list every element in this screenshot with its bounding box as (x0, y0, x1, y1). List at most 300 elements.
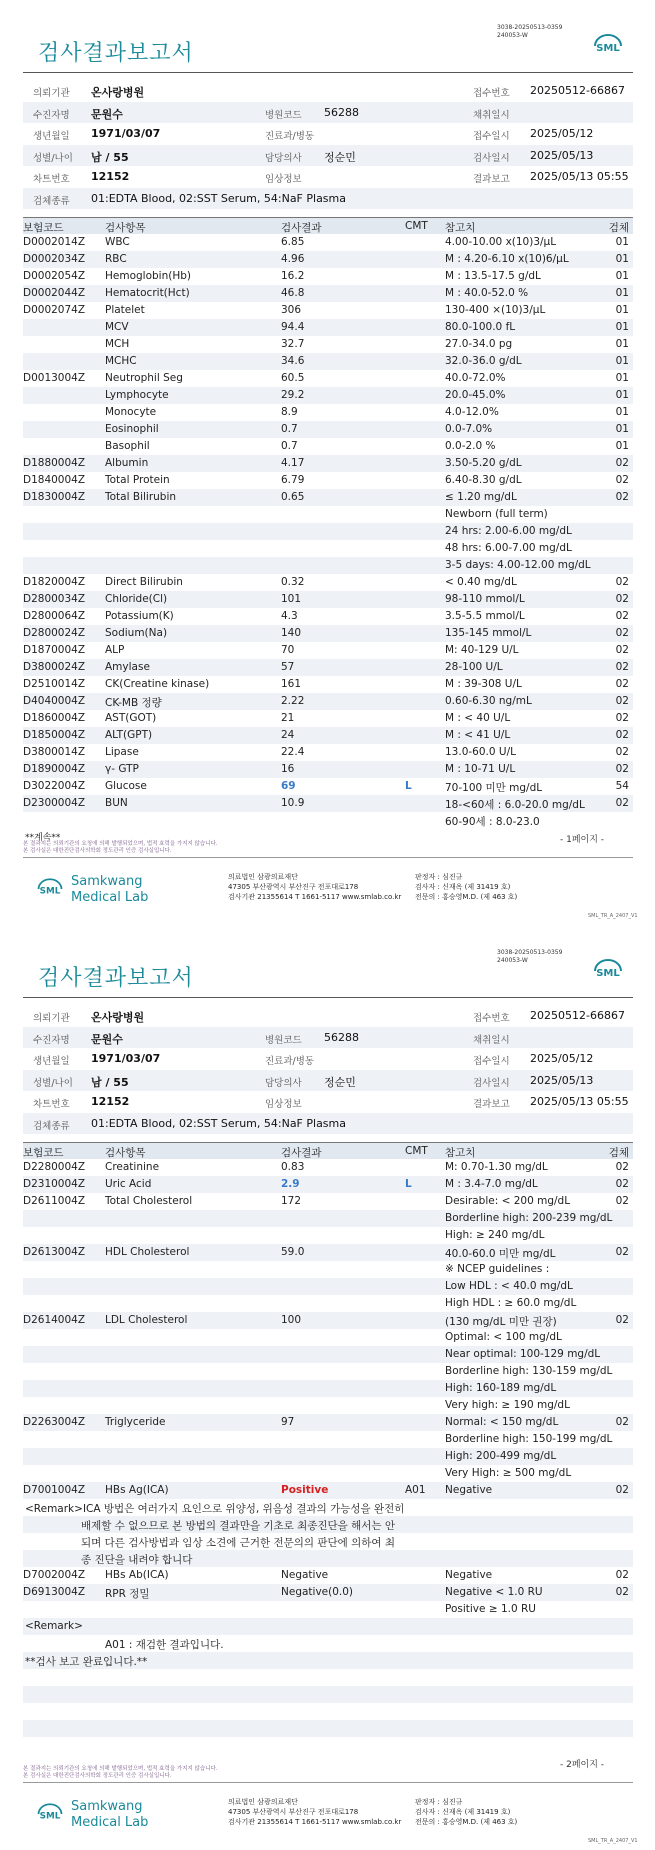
remark-text: 되며 다른 검사방법과 임상 소견에 근거한 전문의의 판단에 의하여 최 (81, 1537, 396, 1549)
row-value: 94.4 (281, 321, 305, 333)
sml-logo-icon (591, 957, 625, 985)
row-ref: M : < 40 U/L (445, 712, 511, 724)
row-value: 21 (281, 712, 295, 724)
row-name: γ- GTP (105, 763, 139, 775)
table-row (23, 1618, 633, 1635)
row-name: Lipase (105, 746, 139, 758)
table-row (23, 421, 633, 438)
table-row (23, 523, 633, 540)
samkwang-logo (35, 870, 175, 910)
col-cmt: CMT (405, 220, 428, 232)
table-row (23, 591, 633, 608)
info-row (23, 1113, 633, 1135)
brand-line-1: Samkwang (71, 1799, 143, 1814)
row-name: Eosinophil (105, 423, 159, 435)
reporter: 판정자 : 심진규 (415, 1798, 463, 1806)
receive-date-value: 2025/05/12 (530, 127, 594, 140)
table-row (23, 1227, 633, 1244)
row-name: Neutrophil Seg (105, 372, 183, 384)
table-row (23, 608, 633, 625)
row-code: D0002074Z (23, 304, 86, 316)
institution-label: 의뢰기관 (33, 88, 70, 99)
row-spec: 01 (615, 270, 629, 282)
row-name: Platelet (105, 304, 145, 316)
row-ref: 0.0-7.0% (445, 423, 493, 435)
table-row (23, 387, 633, 404)
specimen-type-label: 검체종류 (33, 1120, 70, 1132)
header-divider (23, 997, 633, 998)
form-version: SML_TR_A_2407_V1 (588, 1838, 638, 1844)
row-name: Total Cholesterol (105, 1195, 193, 1207)
report-date-label: 결과보고 (473, 174, 510, 185)
birth-value: 1971/03/07 (91, 127, 161, 140)
table-row (23, 234, 633, 251)
col-code: 보험코드 (23, 222, 64, 234)
row-ref: High: 200-499 mg/dL (445, 1450, 557, 1462)
report-title: 검사결과보고서 (38, 966, 194, 991)
recipient-label: 수진자명 (33, 109, 70, 121)
table-row (23, 1261, 633, 1278)
svg-text:SML: SML (596, 43, 620, 54)
table-row (23, 1584, 633, 1601)
info-row (23, 145, 633, 167)
row-value: 29.2 (281, 389, 305, 401)
row-ref: ※ NCEP guidelines : (445, 1263, 550, 1275)
sample-no-value: 20250512-66867 (530, 1009, 625, 1022)
row-value: 6.79 (281, 474, 305, 486)
footer-signatures (415, 872, 517, 902)
institution-label: 의뢰기관 (33, 1013, 70, 1024)
sample-no-value: 20250512-66867 (530, 84, 625, 97)
row-value: Negative(0.0) (281, 1586, 354, 1598)
row-spec: 02 (615, 1416, 629, 1428)
table-row (23, 761, 633, 778)
row-name: Total Protein (105, 474, 170, 486)
collect-date-label: 채취일시 (473, 109, 510, 121)
row-code: D2280004Z (23, 1161, 86, 1173)
row-ref: Positive ≥ 1.0 RU (445, 1603, 536, 1615)
row-code: D0002054Z (23, 270, 86, 282)
table-row (23, 1669, 633, 1686)
results-header (23, 217, 633, 234)
chart-no-value: 12152 (91, 170, 130, 183)
row-spec: 01 (615, 389, 629, 401)
contact: 검사기관 21355614 T 1661-5117 www.smlab.co.kr (228, 1818, 402, 1826)
row-code: D1890004Z (23, 763, 86, 775)
birth-label: 생년월일 (33, 131, 70, 142)
row-value: 0.7 (281, 440, 298, 452)
table-row (23, 455, 633, 472)
row-ref: Borderline high: 130-159 mg/dL (445, 1365, 613, 1377)
row-code: D3022004Z (23, 780, 86, 792)
legal-notice: 본 결과지는 의뢰기관의 요청에 의해 발행되었으며, 법적 효력을 가지지 않습니다. 본 검사실은 대한진단검사의학회 정도관리 인증 검사실입니다. (23, 841, 218, 854)
row-spec: 02 (615, 695, 629, 707)
doctor-value: 정순민 (324, 150, 356, 164)
row-spec: 02 (615, 491, 629, 503)
row-spec: 01 (615, 440, 629, 452)
row-spec: 02 (615, 1586, 629, 1598)
table-row (23, 1499, 633, 1516)
collect-date-label: 채취일시 (473, 1034, 510, 1046)
row-name: MCH (105, 338, 130, 350)
patient-name: 문원수 (91, 107, 123, 121)
sml-logo-icon (591, 32, 625, 60)
org-name: 의료법인 삼광의료재단 (228, 873, 298, 881)
row-value: 4.3 (281, 610, 298, 622)
row-spec: 01 (615, 423, 629, 435)
row-spec: 02 (615, 1161, 629, 1173)
row-ref: (130 mg/dL 미만 권장) (445, 1316, 557, 1328)
row-value: 32.7 (281, 338, 305, 350)
row-name: HBs Ag(ICA) (105, 1484, 169, 1496)
report-date-value: 2025/05/13 05:55 (530, 1095, 629, 1108)
report-date-value: 2025/05/13 05:55 (530, 170, 629, 183)
table-row (23, 353, 633, 370)
table-row (23, 1550, 633, 1567)
table-row (23, 1397, 633, 1414)
row-spec: 02 (615, 644, 629, 656)
info-row (23, 1005, 633, 1027)
row-value: 8.9 (281, 406, 298, 418)
row-name: CK(Creatine kinase) (105, 678, 210, 690)
row-code: D2510014Z (23, 678, 86, 690)
row-spec: 02 (615, 678, 629, 690)
row-name: ALP (105, 644, 125, 656)
row-code: D2614004Z (23, 1314, 86, 1326)
row-code: D1820004Z (23, 576, 86, 588)
row-name: AST(GOT) (105, 712, 157, 724)
row-name: Total Bilirubin (105, 491, 177, 503)
row-name: Direct Bilirubin (105, 576, 183, 588)
row-code: D2800024Z (23, 627, 86, 639)
row-code: D0002034Z (23, 253, 86, 265)
row-cmt: L (405, 1178, 412, 1190)
col-spec: 검체 (608, 1147, 629, 1159)
row-ref: Low HDL : < 40.0 mg/dL (445, 1280, 573, 1292)
table-row (23, 1516, 633, 1533)
row-name: Uric Acid (105, 1178, 152, 1190)
recipient-label: 수진자명 (33, 1034, 70, 1046)
table-row (23, 1363, 633, 1380)
birth-label: 생년월일 (33, 1056, 70, 1067)
row-spec: 02 (615, 457, 629, 469)
table-row (23, 778, 633, 795)
row-ref: 0.60-6.30 ng/mL (445, 695, 532, 707)
row-ref: M : 40.0-52.0 % (445, 287, 529, 299)
table-row (23, 1159, 633, 1176)
report-page-2 (0, 925, 655, 1850)
test-date-value: 2025/05/13 (530, 148, 594, 162)
row-value: 2.9 (281, 1178, 300, 1190)
row-ref: Newborn (full term) (445, 508, 548, 520)
row-value: 59.0 (281, 1246, 305, 1258)
brand-line-2: Medical Lab (71, 890, 149, 905)
row-name: HDL Cholesterol (105, 1246, 190, 1258)
col-code: 보험코드 (23, 1147, 64, 1159)
sml-footer-logo-icon (35, 1801, 65, 1827)
row-ref: ≤ 1.20 mg/dL (445, 491, 517, 503)
row-value: 140 (281, 627, 302, 639)
row-ref: 80.0-100.0 fL (445, 321, 516, 333)
org-name: 의료법인 삼광의료재단 (228, 1798, 298, 1806)
clinical-label: 임상정보 (265, 174, 302, 185)
row-value: 161 (281, 678, 302, 690)
test-date-label: 검사일시 (473, 152, 510, 164)
row-name: LDL Cholesterol (105, 1314, 188, 1326)
row-name: Hemoglobin(Hb) (105, 270, 192, 282)
remark-text: <Remark> (25, 1620, 83, 1632)
sex-age-value: 남 / 55 (91, 150, 129, 164)
row-value: 69 (281, 780, 296, 792)
receive-date-label: 접수일시 (473, 1056, 510, 1067)
col-spec: 검체 (608, 222, 629, 234)
row-ref: < 0.40 mg/dL (445, 576, 517, 588)
row-ref: M : 39-308 U/L (445, 678, 522, 690)
row-spec: 02 (615, 746, 629, 758)
report-date-label: 결과보고 (473, 1099, 510, 1110)
footer-address (228, 1797, 401, 1827)
svg-text:SML: SML (39, 1811, 61, 1822)
row-cmt: L (405, 780, 412, 792)
row-spec: 01 (615, 287, 629, 299)
table-row (23, 1346, 633, 1363)
row-code: D7002004Z (23, 1569, 86, 1581)
row-spec: 02 (615, 1484, 629, 1496)
row-ref: 18-<60세 : 6.0-20.0 mg/dL (445, 799, 585, 811)
table-row (23, 693, 633, 710)
row-code: D2800064Z (23, 610, 86, 622)
row-value: 6.85 (281, 236, 305, 248)
row-spec: 02 (615, 1569, 629, 1581)
row-code: D2263004Z (23, 1416, 86, 1428)
row-code: D1850004Z (23, 729, 86, 741)
row-code: D1840004Z (23, 474, 86, 486)
specimen-type-value: 01:EDTA Blood, 02:SST Serum, 54:NaF Plasma (91, 191, 346, 205)
row-ref: Near optimal: 100-129 mg/dL (445, 1348, 601, 1360)
row-code: D2300004Z (23, 797, 86, 809)
table-row (23, 574, 633, 591)
table-row (23, 336, 633, 353)
receive-date-value: 2025/05/12 (530, 1052, 594, 1065)
info-row (23, 166, 633, 188)
row-value: 2.22 (281, 695, 305, 707)
test-date-label: 검사일시 (473, 1077, 510, 1089)
row-ref: 40.0-60.0 미만 mg/dL (445, 1248, 556, 1260)
document-code: 3038-20250513-0359 240053-W (497, 24, 563, 39)
sex-age-value: 남 / 55 (91, 1075, 129, 1089)
table-row (23, 472, 633, 489)
row-value: 0.7 (281, 423, 298, 435)
row-ref: Normal: < 150 mg/dL (445, 1416, 559, 1428)
row-spec: 01 (615, 253, 629, 265)
row-spec: 01 (615, 304, 629, 316)
row-value: 16 (281, 763, 295, 775)
chart-no-label: 차트번호 (33, 174, 70, 185)
specimen-type-value: 01:EDTA Blood, 02:SST Serum, 54:NaF Plasma (91, 1116, 346, 1130)
hospital-code-value: 56288 (324, 105, 359, 119)
row-ref: 60-90세 : 8.0-23.0 (445, 816, 540, 828)
row-code: D1880004Z (23, 457, 86, 469)
row-ref: Optimal: < 100 mg/dL (445, 1331, 562, 1343)
col-ref: 참고치 (445, 1147, 476, 1159)
birth-value: 1971/03/07 (91, 1052, 161, 1065)
sex-age-label: 성별/나이 (33, 1077, 73, 1089)
row-ref: M : 10-71 U/L (445, 763, 516, 775)
row-value: 16.2 (281, 270, 305, 282)
form-version: SML_TR_A_2407_V1 (588, 913, 638, 919)
row-code: D2611004Z (23, 1195, 86, 1207)
row-ref: 48 hrs: 6.00-7.00 mg/dL (445, 542, 572, 554)
row-name: RBC (105, 253, 127, 265)
table-row (23, 319, 633, 336)
chart-no-value: 12152 (91, 1095, 130, 1108)
svg-text:SML: SML (596, 968, 620, 979)
table-row (23, 1448, 633, 1465)
col-ref: 참고치 (445, 222, 476, 234)
row-value: 0.32 (281, 576, 305, 588)
table-row (23, 268, 633, 285)
row-ref: 6.40-8.30 g/dL (445, 474, 522, 486)
page-number: - 2페이지 - (560, 1760, 605, 1770)
table-row (23, 1533, 633, 1550)
row-name: Sodium(Na) (105, 627, 168, 639)
row-spec: 02 (615, 610, 629, 622)
hospital-code-label: 병원코드 (265, 109, 302, 121)
row-name: BUN (105, 797, 128, 809)
brand-line-2: Medical Lab (71, 1815, 149, 1830)
row-ref: Borderline high: 200-239 mg/dL (445, 1212, 613, 1224)
row-name: ALT(GPT) (105, 729, 153, 741)
footer-divider (23, 1782, 633, 1783)
row-ref: Negative (445, 1484, 493, 1496)
table-row (23, 370, 633, 387)
document-code: 3038-20250513-0359 240053-W (497, 949, 563, 964)
remark-text: 배제할 수 없으므로 본 방법의 결과만을 기초로 최종진단을 해서는 안 (81, 1520, 396, 1532)
row-ref: Borderline high: 150-199 mg/dL (445, 1433, 613, 1445)
row-name: Glucose (105, 780, 147, 792)
row-code: D0013004Z (23, 372, 86, 384)
table-row (23, 795, 633, 812)
dept-label: 진료과/병동 (265, 1056, 315, 1067)
receive-date-label: 접수일시 (473, 131, 510, 142)
remark-text: **검사 보고 완료입니다.** (25, 1656, 148, 1668)
row-name: Potassium(K) (105, 610, 174, 622)
table-row (23, 1567, 633, 1584)
row-ref: 0.0-2.0 % (445, 440, 496, 452)
row-name: Monocyte (105, 406, 157, 418)
table-row (23, 557, 633, 574)
row-value: 100 (281, 1314, 302, 1326)
table-row (23, 438, 633, 455)
row-ref: M : 3.4-7.0 mg/dL (445, 1178, 538, 1190)
row-value: 101 (281, 593, 302, 605)
row-spec: 01 (615, 406, 629, 418)
page-number: - 1페이지 - (560, 835, 605, 845)
address: 47305 부산광역시 부산진구 전포대로178 (228, 1808, 359, 1816)
col-cmt: CMT (405, 1145, 428, 1157)
sample-no-label: 접수번호 (473, 88, 510, 99)
row-spec: 02 (615, 1195, 629, 1207)
row-ref: 20.0-45.0% (445, 389, 506, 401)
row-name: MCV (105, 321, 129, 333)
row-ref: M : < 41 U/L (445, 729, 511, 741)
row-name: Amylase (105, 661, 150, 673)
table-row (23, 727, 633, 744)
table-row (23, 659, 633, 676)
sex-age-label: 성별/나이 (33, 152, 73, 164)
row-ref: 4.0-12.0% (445, 406, 499, 418)
row-value: 46.8 (281, 287, 305, 299)
hospital-code-value: 56288 (324, 1030, 359, 1044)
sample-no-label: 접수번호 (473, 1013, 510, 1024)
info-row (23, 80, 633, 102)
row-ref: M : 4.20-6.10 x(10)6/μL (445, 253, 569, 265)
row-name: Hematocrit(Hct) (105, 287, 190, 299)
row-value: 10.9 (281, 797, 305, 809)
test-date-value: 2025/05/13 (530, 1073, 594, 1087)
remark-text: 종 진단을 내려야 합니다 (81, 1554, 193, 1566)
row-ref: High HDL : ≥ 60.0 mg/dL (445, 1297, 577, 1309)
row-spec: 02 (615, 593, 629, 605)
row-name: CK-MB 정량 (105, 697, 162, 709)
tester: 검사자 : 신재옥 (제 31419 호) (415, 1808, 511, 1816)
row-spec: 02 (615, 729, 629, 741)
info-row (23, 1048, 633, 1070)
row-name: Albumin (105, 457, 149, 469)
row-code: D4040004Z (23, 695, 86, 707)
row-value: 60.5 (281, 372, 305, 384)
row-spec: 02 (615, 712, 629, 724)
specimen-type-label: 검체종류 (33, 195, 70, 207)
row-ref: Negative < 1.0 RU (445, 1586, 543, 1598)
reporter: 판정자 : 심진규 (415, 873, 463, 881)
table-row (23, 1278, 633, 1295)
row-name: WBC (105, 236, 130, 248)
row-value: 97 (281, 1416, 295, 1428)
row-value: 57 (281, 661, 295, 673)
table-row (23, 285, 633, 302)
row-ref: 3-5 days: 4.00-12.00 mg/dL (445, 559, 591, 571)
table-row (23, 1703, 633, 1720)
row-name: Lymphocyte (105, 389, 169, 401)
table-row (23, 302, 633, 319)
table-row (23, 1482, 633, 1499)
row-value: 4.17 (281, 457, 305, 469)
doctor-value: 정순민 (324, 1075, 356, 1089)
info-row (23, 1027, 633, 1049)
row-ref: 4.00-10.00 x(10)3/μL (445, 236, 557, 248)
row-spec: 02 (615, 1178, 629, 1190)
row-ref: Very high: ≥ 190 mg/dL (445, 1399, 570, 1411)
col-name: 검사항목 (105, 222, 146, 234)
row-value: Positive (281, 1484, 329, 1496)
row-value: 172 (281, 1195, 302, 1207)
hospital-code-label: 병원코드 (265, 1034, 302, 1046)
row-ref: 70-100 미만 mg/dL (445, 782, 543, 794)
row-ref: High: 160-189 mg/dL (445, 1382, 557, 1394)
remark-text: <Remark>ICA 방법은 여러가지 요인으로 위양성, 위음성 결과의 가능성을 완전히 (25, 1503, 405, 1515)
row-code: D7001004Z (23, 1484, 86, 1496)
info-row (23, 1091, 633, 1113)
row-ref: Desirable: < 200 mg/dL (445, 1195, 571, 1207)
table-row (23, 1244, 633, 1261)
row-ref: 135-145 mmol/L (445, 627, 532, 639)
table-row (23, 1295, 633, 1312)
header-divider (23, 72, 633, 73)
row-cmt: A01 (405, 1484, 426, 1496)
table-row (23, 1380, 633, 1397)
table-row (23, 1431, 633, 1448)
